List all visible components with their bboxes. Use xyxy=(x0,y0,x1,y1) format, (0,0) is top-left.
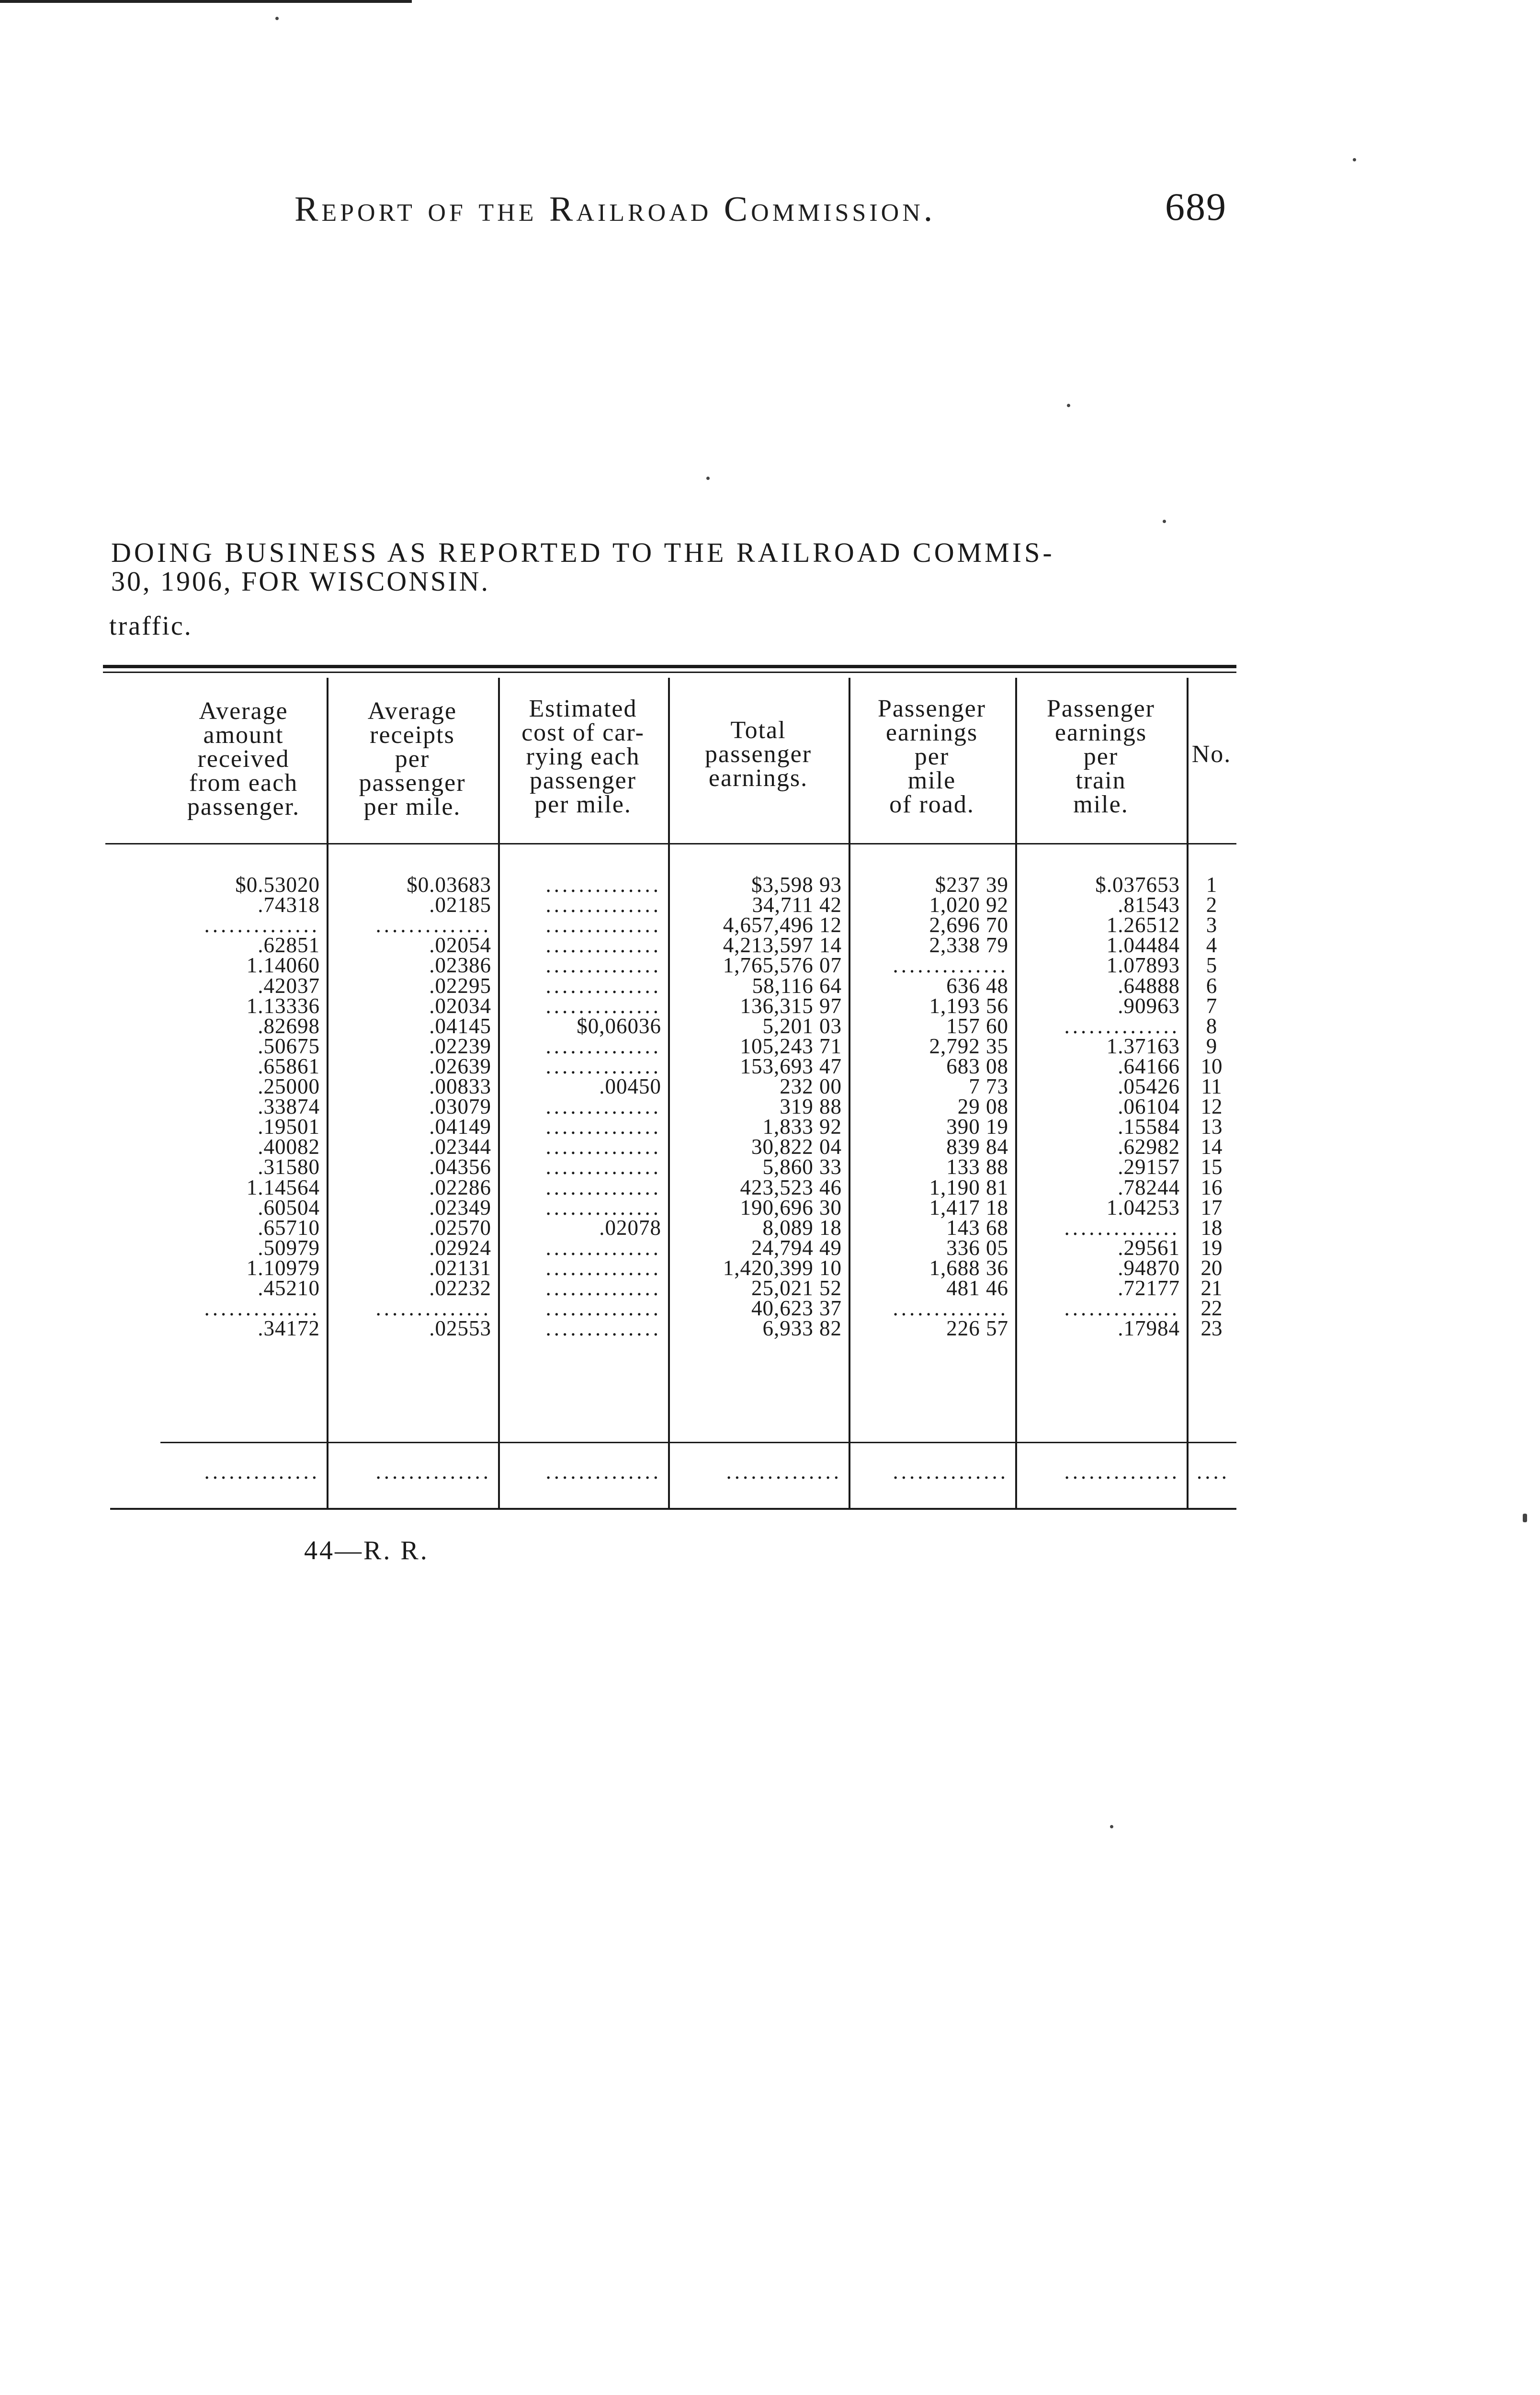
table-cell: .72177 xyxy=(1118,1276,1180,1300)
table-cell: 136,315 97 xyxy=(740,993,842,1018)
table-bottom-rule xyxy=(110,1508,1236,1510)
print-speck xyxy=(1163,520,1166,523)
totals-cell: .............. xyxy=(204,1461,320,1482)
row-number: 4 xyxy=(1206,933,1217,958)
table-cell: .02239 xyxy=(429,1034,491,1058)
row-number: 14 xyxy=(1200,1135,1223,1159)
table-cell: .74318 xyxy=(258,893,320,917)
table-cell: .17984 xyxy=(1118,1316,1180,1341)
table-cell: .02034 xyxy=(429,993,491,1018)
table-cell: 157 60 xyxy=(946,1014,1008,1038)
table-cell: .............. xyxy=(893,955,1008,976)
totals-cell: .... xyxy=(1197,1461,1230,1482)
table-cell: .............. xyxy=(545,955,661,976)
table-cell: .............. xyxy=(545,1156,661,1178)
row-number: 16 xyxy=(1200,1175,1223,1199)
table-cell: .03079 xyxy=(429,1095,491,1119)
table-cell: .02295 xyxy=(429,973,491,998)
print-speck xyxy=(706,477,710,480)
table-cell: 1.04484 xyxy=(1106,933,1180,958)
column-header: Average amount received from each passenger. xyxy=(187,697,300,821)
table-cell: 34,711 42 xyxy=(752,893,842,917)
running-head: Report of the Railroad Commission. xyxy=(294,190,936,229)
table-cell: 1.37163 xyxy=(1106,1034,1180,1058)
column-header: Total passenger earnings. xyxy=(704,717,812,792)
table-cell: .............. xyxy=(1064,1015,1180,1037)
table-cell: .65861 xyxy=(258,1054,320,1078)
table-cell: .02344 xyxy=(429,1135,491,1159)
row-number: 20 xyxy=(1200,1255,1223,1280)
table-cell: 839 84 xyxy=(946,1135,1008,1159)
header-bottom-rule xyxy=(105,843,1236,844)
table-cell: $0.53020 xyxy=(235,873,320,897)
table-cell: 1,193 56 xyxy=(929,993,1008,1018)
column-header: Estimated cost of car- rying each passenger per mile. xyxy=(521,695,645,818)
table-cell: 25,021 52 xyxy=(751,1276,842,1300)
table-cell: $0.03683 xyxy=(407,873,491,897)
footer-reference: 44—R. R. xyxy=(304,1536,429,1565)
table-cell: 1,020 92 xyxy=(929,893,1008,917)
table-cell: .............. xyxy=(1064,1217,1180,1238)
table-cell: 232 00 xyxy=(780,1074,842,1098)
table-cell: 133 88 xyxy=(946,1155,1008,1179)
table-cell: .............. xyxy=(545,1035,661,1057)
table-cell: 6,933 82 xyxy=(762,1316,842,1341)
table-cell: .06104 xyxy=(1118,1095,1180,1119)
table-cell: .04145 xyxy=(429,1014,491,1038)
table-cell: .............. xyxy=(545,975,661,996)
table-cell: .............. xyxy=(545,1318,661,1339)
totals-cell: .............. xyxy=(1064,1461,1180,1482)
row-number: 23 xyxy=(1200,1316,1223,1341)
row-number: 1 xyxy=(1206,873,1217,897)
table-cell: .78244 xyxy=(1118,1175,1180,1199)
table-cell: 58,116 64 xyxy=(752,973,842,998)
table-cell: .............. xyxy=(545,874,661,895)
row-number: 9 xyxy=(1206,1034,1217,1058)
table-cell: .02349 xyxy=(429,1195,491,1220)
row-number: 8 xyxy=(1206,1014,1217,1038)
table-cell: 105,243 71 xyxy=(740,1034,842,1058)
table-cell: 1,417 18 xyxy=(929,1195,1008,1220)
column-header: No. xyxy=(1191,741,1232,768)
print-speck xyxy=(1110,1825,1113,1828)
table-cell: .02570 xyxy=(429,1215,491,1240)
table-cell: .............. xyxy=(545,914,661,936)
table-cell: .02185 xyxy=(429,893,491,917)
table-cell: 319 88 xyxy=(780,1095,842,1119)
table-cell: 2,696 70 xyxy=(929,913,1008,937)
table-cell: .............. xyxy=(545,1237,661,1258)
table-cell: .04149 xyxy=(429,1115,491,1139)
table-cell: 190,696 30 xyxy=(740,1195,842,1220)
table-cell: .94870 xyxy=(1118,1255,1180,1280)
table-cell: .65710 xyxy=(258,1215,320,1240)
table-cell: .............. xyxy=(545,1096,661,1118)
row-number: 10 xyxy=(1200,1054,1223,1078)
row-number: 5 xyxy=(1206,953,1217,978)
table-cell: 40,623 37 xyxy=(751,1296,842,1321)
row-number: 15 xyxy=(1200,1155,1223,1179)
print-speck xyxy=(1067,404,1070,407)
table-cell: 481 46 xyxy=(946,1276,1008,1300)
totals-cell: .............. xyxy=(726,1461,842,1482)
table-cell: .81543 xyxy=(1118,893,1180,917)
table-cell: 143 68 xyxy=(946,1215,1008,1240)
table-cell: .31580 xyxy=(258,1155,320,1179)
table-cell: .............. xyxy=(545,894,661,916)
print-speck xyxy=(1523,1514,1527,1522)
table-cell: .15584 xyxy=(1118,1115,1180,1139)
table-cell: 1,420,399 10 xyxy=(723,1255,842,1280)
table-cell: .............. xyxy=(375,914,491,936)
row-number: 21 xyxy=(1200,1276,1223,1300)
table-cell: .............. xyxy=(204,1298,320,1319)
table-cell: .............. xyxy=(893,1298,1008,1319)
table-cell: .02386 xyxy=(429,953,491,978)
table-cell: 683 08 xyxy=(946,1054,1008,1078)
table-cell: .00833 xyxy=(429,1074,491,1098)
table-subtitle: traffic. xyxy=(109,611,192,641)
table-cell: .50979 xyxy=(258,1235,320,1260)
top-edge-rule xyxy=(0,0,412,3)
table-cell: .............. xyxy=(204,914,320,936)
table-cell: 2,792 35 xyxy=(929,1034,1008,1058)
table-cell: 390 19 xyxy=(946,1115,1008,1139)
table-cell: .02286 xyxy=(429,1175,491,1199)
table-cell: .............. xyxy=(545,1176,661,1198)
table-cell: 29 08 xyxy=(957,1095,1008,1119)
row-number: 3 xyxy=(1206,913,1217,937)
table-cell: .............. xyxy=(1064,1298,1180,1319)
row-number: 2 xyxy=(1206,893,1217,917)
table-cell: .............. xyxy=(545,1257,661,1278)
table-cell: $3,598 93 xyxy=(751,873,842,897)
table-cell: .62982 xyxy=(1118,1135,1180,1159)
row-number: 7 xyxy=(1206,993,1217,1018)
table-cell: .50675 xyxy=(258,1034,320,1058)
table-cell: .02553 xyxy=(429,1316,491,1341)
table-cell: .............. xyxy=(545,1055,661,1077)
table-cell: 636 48 xyxy=(946,973,1008,998)
table-cell: .............. xyxy=(545,1277,661,1299)
row-number: 11 xyxy=(1201,1074,1222,1098)
table-cell: .25000 xyxy=(258,1074,320,1098)
table-cell: .64888 xyxy=(1118,973,1180,998)
table-cell: .............. xyxy=(545,1298,661,1319)
column-header: Average receipts per passenger per mile. xyxy=(359,697,466,821)
table-cell: 30,822 04 xyxy=(751,1135,842,1159)
table-cell: 7 73 xyxy=(969,1074,1008,1098)
table-cell: .29157 xyxy=(1118,1155,1180,1179)
column-header: Passenger earnings per train mile. xyxy=(1047,695,1155,818)
table-title-line-1: DOING BUSINESS AS REPORTED TO THE RAILROAD COMMIS- xyxy=(111,537,1055,568)
table-cell: .19501 xyxy=(258,1115,320,1139)
table-cell: .62851 xyxy=(258,933,320,958)
row-number: 13 xyxy=(1200,1115,1223,1139)
column-divider xyxy=(668,678,670,1509)
table-cell: 1.13336 xyxy=(246,993,320,1018)
table-cell: 153,693 47 xyxy=(740,1054,842,1078)
table-cell: .02639 xyxy=(429,1054,491,1078)
table-cell: .82698 xyxy=(258,1014,320,1038)
row-number: 17 xyxy=(1200,1195,1223,1220)
table-cell: .02232 xyxy=(429,1276,491,1300)
table-cell: 226 57 xyxy=(946,1316,1008,1341)
table-title-line-2: 30, 1906, FOR WISCONSIN. xyxy=(111,566,490,597)
table-cell: 1.07893 xyxy=(1106,953,1180,978)
table-cell: .............. xyxy=(545,1136,661,1158)
row-number: 18 xyxy=(1200,1215,1223,1240)
table-cell: .45210 xyxy=(258,1276,320,1300)
table-cell: $.037653 xyxy=(1095,873,1180,897)
row-number: 6 xyxy=(1206,973,1217,998)
table-cell: .40082 xyxy=(258,1135,320,1159)
table-cell: .02924 xyxy=(429,1235,491,1260)
table-cell: .29561 xyxy=(1118,1235,1180,1260)
table-cell: .02131 xyxy=(429,1255,491,1280)
table-cell: 24,794 49 xyxy=(751,1235,842,1260)
row-number: 22 xyxy=(1200,1296,1223,1321)
table-cell: 336 05 xyxy=(946,1235,1008,1260)
table-cell: 8,089 18 xyxy=(762,1215,842,1240)
table-cell: 5,860 33 xyxy=(762,1155,842,1179)
table-cell: 5,201 03 xyxy=(762,1014,842,1038)
table-cell: .02078 xyxy=(599,1215,661,1240)
table-cell: 4,657,496 12 xyxy=(723,913,842,937)
totals-cell: .............. xyxy=(893,1461,1008,1482)
table-cell: .00450 xyxy=(599,1074,661,1098)
table-top-rule-thin xyxy=(103,672,1236,673)
table-cell: 1.10979 xyxy=(246,1255,320,1280)
table-cell: .05426 xyxy=(1118,1074,1180,1098)
table-cell: .34172 xyxy=(258,1316,320,1341)
table-cell: .64166 xyxy=(1118,1054,1180,1078)
table-cell: .60504 xyxy=(258,1195,320,1220)
table-cell: .33874 xyxy=(258,1095,320,1119)
table-cell: 1,688 36 xyxy=(929,1255,1008,1280)
column-header: Passenger earnings per mile of road. xyxy=(878,695,986,818)
page-number: 689 xyxy=(1165,185,1227,228)
row-number: 12 xyxy=(1200,1095,1223,1119)
table-cell: 1.14060 xyxy=(246,953,320,978)
table-cell: 1,190 81 xyxy=(929,1175,1008,1199)
table-cell: .42037 xyxy=(258,973,320,998)
table-cell: 1,765,576 07 xyxy=(723,953,842,978)
table-cell: 1.26512 xyxy=(1106,913,1180,937)
table-cell: 1.14564 xyxy=(246,1175,320,1199)
table-cell: 423,523 46 xyxy=(740,1175,842,1199)
table-cell: $0,06036 xyxy=(577,1014,661,1038)
table-cell: .............. xyxy=(545,1197,661,1218)
subtotal-rule xyxy=(160,1442,1236,1443)
table-cell: .............. xyxy=(375,1298,491,1319)
table-cell: 1.04253 xyxy=(1106,1195,1180,1220)
table-top-rule xyxy=(103,665,1236,668)
table-cell: .............. xyxy=(545,995,661,1016)
table-cell: .............. xyxy=(545,1116,661,1138)
table-cell: .04356 xyxy=(429,1155,491,1179)
totals-cell: .............. xyxy=(545,1461,661,1482)
table-cell: .............. xyxy=(545,935,661,956)
table-cell: .02054 xyxy=(429,933,491,958)
table-cell: .90963 xyxy=(1118,993,1180,1018)
print-speck xyxy=(1353,158,1356,161)
row-number: 19 xyxy=(1200,1235,1223,1260)
totals-cell: .............. xyxy=(375,1461,491,1482)
print-speck xyxy=(275,17,279,20)
table-cell: 4,213,597 14 xyxy=(723,933,842,958)
table-cell: 2,338 79 xyxy=(929,933,1008,958)
table-cell: 1,833 92 xyxy=(762,1115,842,1139)
table-cell: $237 39 xyxy=(935,873,1008,897)
